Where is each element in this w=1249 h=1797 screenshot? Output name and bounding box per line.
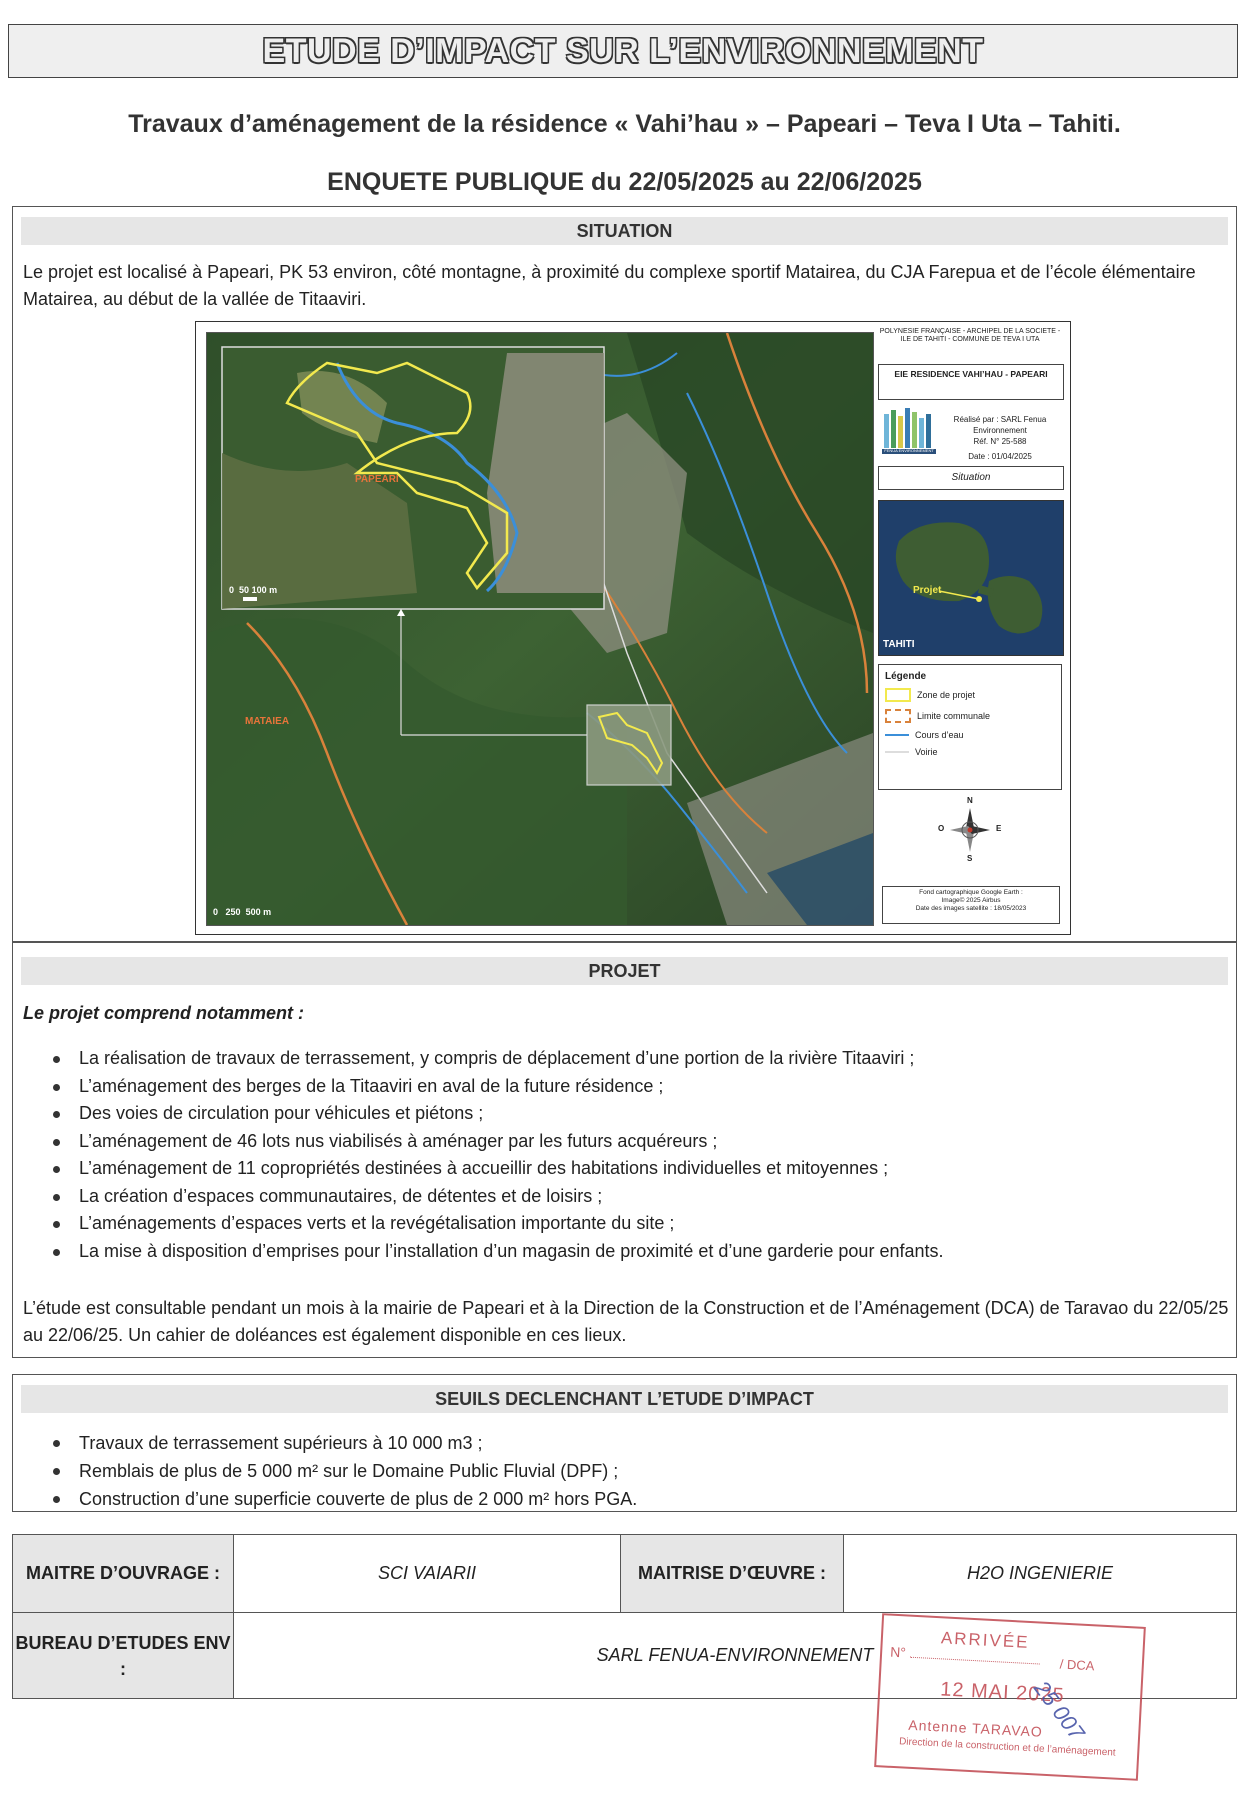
map-cartouche — [878, 328, 1064, 926]
maitrise-oeuvre-label: MAITRISE D’ŒUVRE : — [621, 1535, 844, 1613]
compass-rose-icon: N O E S — [938, 796, 1002, 863]
situation-text: Le projet est localisé à Papeari, PK 53 environ, côté montagne, à proximité du complexe sportif Matairea, du CJA Farepua et de l’école élémentaire Matairea, au début de la vallée de Titaaviri. — [23, 262, 1196, 309]
seuils-list — [53, 1429, 1223, 1513]
situation-heading: SITUATION — [21, 217, 1228, 245]
stamp-date: 12 MAI 2025 — [939, 1678, 1066, 1707]
list-item: L’aménagements d’espaces verts et la revégétalisation importante du site ; — [53, 1210, 1223, 1238]
map-situation-label: Situation — [878, 466, 1064, 490]
satellite-map-graphic — [207, 333, 873, 925]
map-author-block — [940, 414, 1060, 462]
stamp-direction: Direction de la construction et de l’aménagement — [898, 1736, 1116, 1759]
seuils-section — [12, 1374, 1237, 1512]
map-project-title: EIE RESIDENCE VAHI’HAU - PAPEARI — [878, 364, 1064, 400]
fenua-logo: FENUA ENVIRONNEMENT — [880, 406, 938, 456]
inset-projet-label: Projet — [913, 585, 942, 596]
list-item: La réalisation de travaux de terrassement, y compris de déplacement d’une portion de la rivière Titaaviri ; — [53, 1045, 1223, 1073]
projet-heading: PROJET — [21, 957, 1228, 985]
map-label-mataiea: MATAIEA — [245, 716, 290, 727]
list-item: Construction d’une superficie couverte de plus de 2 000 m² hors PGA. — [53, 1485, 1223, 1513]
tahiti-inset-map — [878, 500, 1064, 656]
stamp-dca: / DCA — [1059, 1656, 1095, 1674]
list-item: L’aménagement des berges de la Titaaviri en aval de la future résidence ; — [53, 1073, 1223, 1101]
stamp-arrivee: ARRIVÉE — [940, 1628, 1031, 1652]
satellite-image — [206, 332, 874, 926]
list-item: Des voies de circulation pour véhicules et piétons ; — [53, 1100, 1223, 1128]
map-legend — [878, 664, 1062, 790]
bureau-etudes-value: SARL FENUA-ENVIRONNEMENT — [234, 1613, 1237, 1699]
map-source: Fond cartographique Google Earth : Image© 2025 Airbus Date des images satellite : 18/05/2023 — [882, 886, 1060, 924]
inset-scale-bar: 0 50 100 m — [229, 585, 277, 601]
map-label-papeari: PAPEARI — [355, 474, 399, 485]
stamp-no: N° — [889, 1643, 907, 1661]
document-subtitle: Travaux d’aménagement de la résidence « Vahi’hau » – Papeari – Teva I Uta – Tahiti. — [128, 110, 1121, 138]
title-box — [8, 24, 1238, 78]
list-item: La mise à disposition d’emprises pour l’installation d’un magasin de proximité et d’une garderie pour enfants. — [53, 1238, 1223, 1266]
legend-item-zone: Zone de projet — [885, 688, 1055, 702]
projet-list — [53, 1045, 1223, 1265]
stamp-dotted-line — [910, 1657, 1040, 1665]
legend-item-cours-eau: Cours d’eau — [885, 730, 1055, 740]
legend-item-voirie: Voirie — [885, 747, 1055, 757]
map-realise-par: Réalisé par : SARL Fenua Environnement — [953, 415, 1047, 435]
seuils-heading: SEUILS DECLENCHANT L’ETUDE D’IMPACT — [21, 1385, 1228, 1413]
enquete-dates: ENQUETE PUBLIQUE du 22/05/2025 au 22/06/2025 — [327, 168, 922, 196]
compass-graphic — [938, 796, 1002, 863]
inset-tahiti-label: TAHITI — [883, 639, 915, 650]
projet-consultation-text: L’étude est consultable pendant un mois à la mairie de Papeari et à la Direction de la Construction et de l’Aménagement (DCA) de Taravao du 22/05/25 au 22/06/25. Un cahier de doléances est également disponible en ces lieux. — [23, 1298, 1229, 1345]
maitrise-oeuvre-value: H2O INGENIERIE — [844, 1535, 1237, 1613]
list-item: La création d’espaces communautaires, de détentes et de loisirs ; — [53, 1183, 1223, 1211]
projet-intro: Le projet comprend notamment : — [23, 1003, 305, 1023]
tahiti-island-graphic — [879, 501, 1063, 655]
stamp-antenne: Antenne TARAVAO — [907, 1716, 1044, 1740]
stamp-handwritten-number: 25 007 — [1029, 1676, 1090, 1745]
list-item: Travaux de terrassement supérieurs à 10 000 m3 ; — [53, 1429, 1223, 1457]
bureau-etudes-label: BUREAU D’ETUDES ENV : — [13, 1613, 234, 1699]
document-title: ETUDE D’IMPACT SUR L’ENVIRONNEMENT — [262, 31, 984, 70]
arrival-stamp — [874, 1613, 1146, 1781]
map-ref: Réf. N° 25-588 — [973, 437, 1027, 446]
list-item: Remblais de plus de 5 000 m² sur le Domaine Public Fluvial (DPF) ; — [53, 1457, 1223, 1485]
map-date: Date : 01/04/2025 — [968, 452, 1032, 461]
maitre-ouvrage-value: SCI VAIARII — [234, 1535, 621, 1613]
list-item: L’aménagement de 46 lots nus viabilisés à aménager par les futurs acquéreurs ; — [53, 1128, 1223, 1156]
legend-title: Légende — [885, 671, 927, 682]
list-item: L’aménagement de 11 copropriétés destinées à accueillir des habitations individuelles et mitoyennes ; — [53, 1155, 1223, 1183]
maitre-ouvrage-label: MAITRE D’OUVRAGE : — [13, 1535, 234, 1613]
projet-section — [12, 942, 1237, 1358]
main-scale-bar: 0 250 500 m — [213, 907, 272, 917]
map-header-text: POLYNESIE FRANÇAISE - ARCHIPEL DE LA SOCIETE - ILE DE TAHITI - COMMUNE DE TEVA I UTA — [878, 328, 1062, 356]
situation-section — [12, 206, 1237, 942]
situation-map — [195, 321, 1071, 935]
legend-item-limite: Limite communale — [885, 709, 1055, 723]
